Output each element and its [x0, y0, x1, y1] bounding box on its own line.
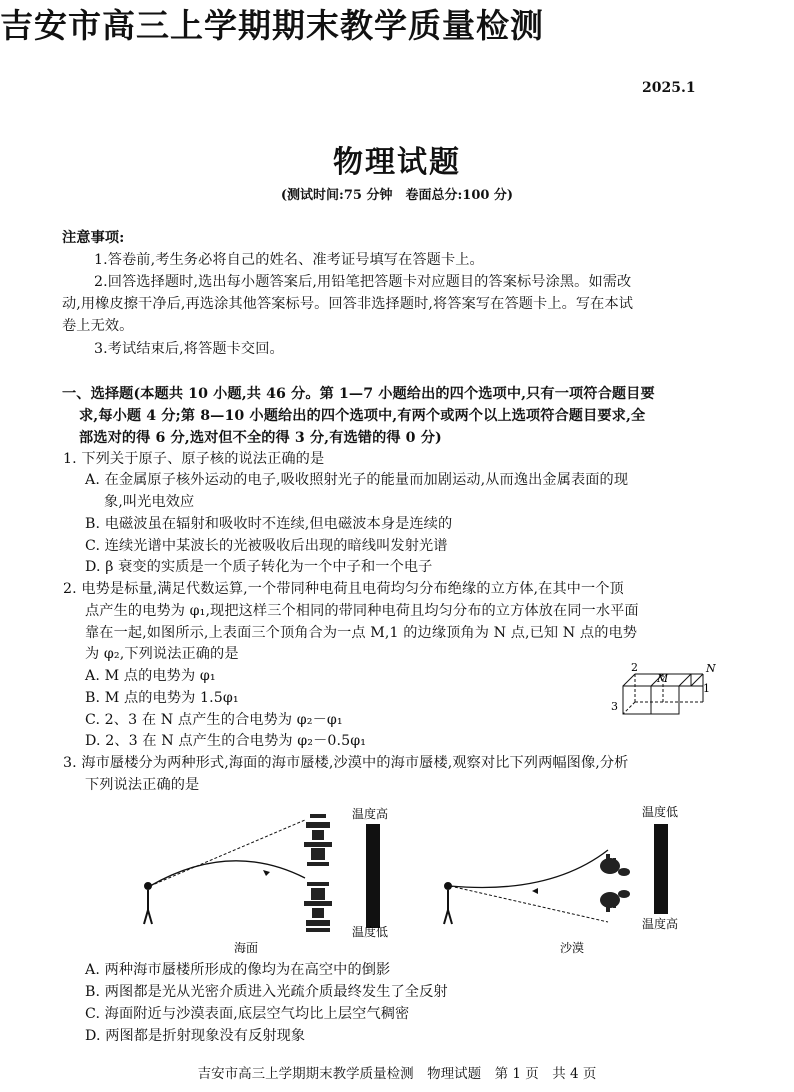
q1-option-a-cont: 象,叫光电效应 — [104, 494, 195, 510]
desert-mirage-figure — [430, 800, 710, 960]
cubes-figure — [605, 660, 725, 722]
q3-option-a: A. 两种海市蜃楼所形成的像均为在高空中的倒影 — [85, 962, 391, 978]
cube-label-n: N — [706, 662, 716, 675]
page-footer: 吉安市高三上学期期末教学质量检测 物理试题 第 1 页 共 4 页 — [197, 1066, 597, 1082]
cube-label-m: M — [657, 672, 669, 685]
q3-option-b: B. 两图都是光从光密介质进入光疏介质最终发生了全反射 — [85, 984, 448, 1000]
cube-label-2: 2 — [631, 661, 638, 674]
cube-label-1: 1 — [703, 682, 710, 695]
q3-option-d: D. 两图都是折射现象没有反射现象 — [85, 1028, 306, 1044]
q2-option-d: D. 2、3 在 N 点产生的合电势为 φ₂－0.5φ₁ — [85, 733, 367, 749]
q2-stem-3: 靠在一起,如图所示,上表面三个顶角合为一点 M,1 的边缘顶角为 N 点,已知 N 点的电势 — [85, 625, 638, 641]
q1-option-d: D. β 衰变的实质是一个质子转化为一个中子和一个电子 — [85, 559, 433, 575]
desert-temp-bottom: 温度高 — [642, 917, 679, 931]
q1-option-c: C. 连续光谱中某波长的光被吸收后出现的暗线叫发射光谱 — [85, 538, 448, 554]
q2-option-a: A. M 点的电势为 φ₁ — [85, 668, 216, 684]
exam-info: (测试时间:75 分钟 卷面总分:100 分) — [280, 188, 514, 203]
q3-stem-2: 下列说法正确的是 — [85, 777, 200, 793]
sea-temp-top: 温度高 — [352, 807, 389, 821]
desert-temp-top: 温度低 — [642, 805, 679, 819]
q3-option-c: C. 海面附近与沙漠表面,底层空气均比上层空气稠密 — [85, 1006, 410, 1022]
section-heading-line-3: 部选对的得 6 分,选对但不全的得 3 分,有选错的得 0 分) — [79, 430, 442, 446]
exam-title: 吉安市高三上学期期末教学质量检测 — [0, 6, 544, 45]
section-heading-line-2: 求,每小题 4 分;第 8—10 小题给出的四个选项中,有两个或两个以上选项符合题目要求,全 — [79, 408, 646, 424]
notes-heading: 注意事项: — [62, 230, 125, 246]
subject-title: 物理试题 — [333, 145, 461, 180]
cube-label-3: 3 — [611, 700, 618, 713]
notes-line-5: 3.考试结束后,将答题卡交回。 — [94, 341, 284, 357]
sea-temp-bottom: 温度低 — [352, 925, 389, 939]
notes-line-2: 2.回答选择题时,选出每小题答案后,用铅笔把答题卡对应题目的答案标号涂黑。如需改 — [94, 274, 632, 290]
desert-caption: 沙漠 — [560, 941, 585, 955]
q1-stem: 1. 下列关于原子、原子核的说法正确的是 — [63, 451, 325, 467]
exam-date: 2025.1 — [642, 80, 696, 96]
sea-mirage-figure — [130, 800, 410, 960]
notes-line-1: 1.答卷前,考生务必将自己的姓名、准考证号填写在答题卡上。 — [94, 252, 484, 268]
q2-stem-4: 为 φ₂,下列说法正确的是 — [85, 646, 239, 662]
sea-caption: 海面 — [234, 941, 259, 955]
notes-line-4: 卷上无效。 — [62, 318, 134, 334]
q3-stem-1: 3. 海市蜃楼分为两种形式,海面的海市蜃楼,沙漠中的海市蜃楼,观察对比下列两幅图像,分析 — [63, 755, 629, 771]
q1-option-b: B. 电磁波虽在辐射和吸收时不连续,但电磁波本身是连续的 — [85, 516, 453, 532]
q2-option-c: C. 2、3 在 N 点产生的合电势为 φ₂－φ₁ — [85, 712, 343, 728]
notes-line-3: 动,用橡皮擦干净后,再选涂其他答案标号。回答非选择题时,将答案写在答题卡上。写在本试 — [62, 296, 634, 312]
section-heading-line-1: 一、选择题(本题共 10 小题,共 46 分。第 1—7 小题给出的四个选项中,只有一项符合题目要 — [62, 386, 655, 402]
q1-option-a: A. 在金属原子核外运动的电子,吸收照射光子的能量而加剧运动,从而逸出金属表面的现 — [85, 472, 629, 488]
q2-stem-1: 2. 电势是标量,满足代数运算,一个带同种电荷且电荷均匀分布绝缘的立方体,在其中一个顶 — [63, 581, 624, 597]
q2-stem-2: 点产生的电势为 φ₁,现把这样三个相同的带同种电荷且均匀分布的立方体放在同一水平面 — [85, 603, 639, 619]
q2-option-b: B. M 点的电势为 1.5φ₁ — [85, 690, 239, 706]
